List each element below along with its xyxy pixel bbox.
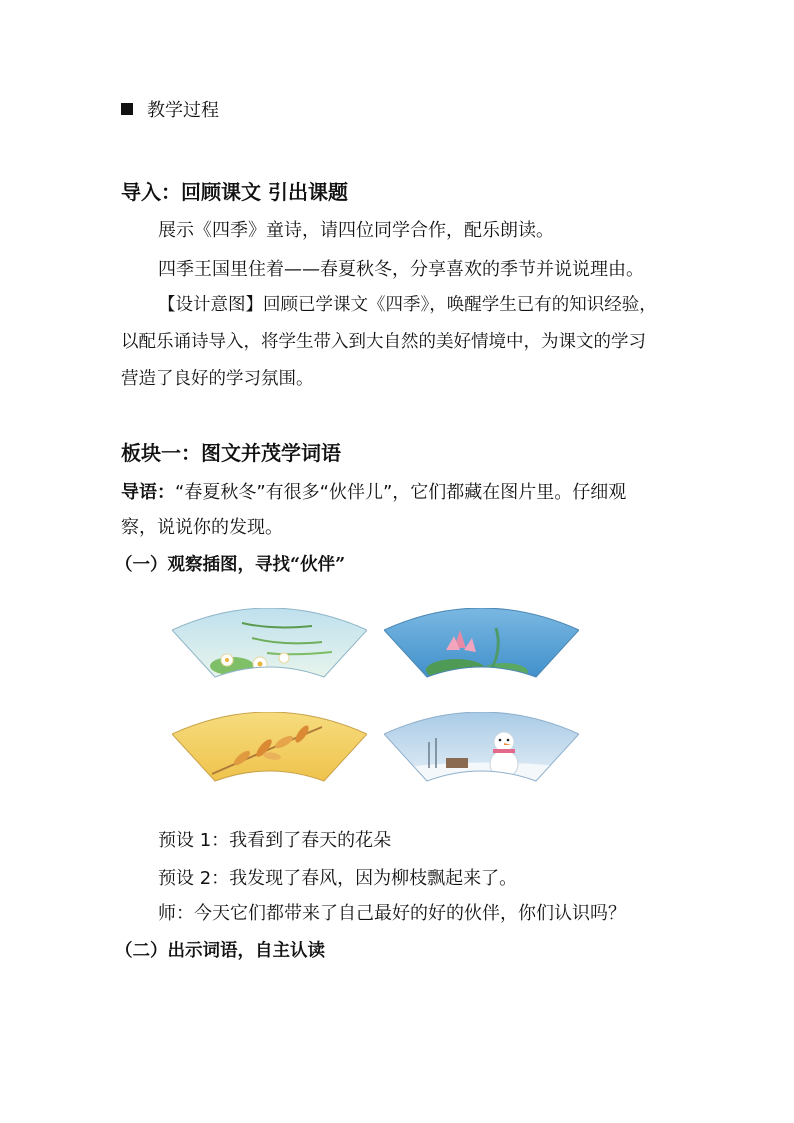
autumn-fan-illustration <box>172 712 367 784</box>
summer-fan-illustration <box>384 608 579 680</box>
design-intent-line-2: 以配乐诵诗导入，将学生带入到大自然的美好情境中，为课文的学习 <box>121 332 646 352</box>
preset-1: 预设 1：我看到了春天的花朵 <box>158 830 392 851</box>
guide-line-2: 察，说说你的发现。 <box>121 517 283 538</box>
guide-line-1: 导语：“春夏秋冬”有很多“伙伴儿”，它们都藏在图片里。仔细观 <box>121 482 627 503</box>
guide-label: 导语： <box>121 482 175 503</box>
subheading-observe: （一）观察插图，寻找“伙伴” <box>115 555 346 575</box>
subheading-read-words: （二）出示词语，自主认读 <box>115 941 325 961</box>
preset-2: 预设 2：我发现了春风，因为柳枝飘起来了。 <box>158 868 518 889</box>
intro-heading: 导入：回顾课文 引出课题 <box>121 180 348 204</box>
block1-heading: 板块一：图文并茂学词语 <box>121 441 341 465</box>
winter-fan-illustration <box>384 712 579 784</box>
section-heading: 教学过程 <box>121 99 219 123</box>
square-bullet-icon <box>121 103 133 115</box>
intro-paragraph-1: 展示《四季》童诗，请四位同学合作，配乐朗读。 <box>158 220 554 241</box>
spring-fan-illustration <box>172 608 367 680</box>
design-intent-line-1: 【设计意图】回顾已学课文《四季》，唤醒学生已有的知识经验， <box>158 295 657 315</box>
teacher-line: 师：今天它们都带来了自己最好的好的伙伴，你们认识吗？ <box>158 903 626 924</box>
intro-paragraph-2: 四季王国里住着——春夏秋冬，分享喜欢的季节并说说理由。 <box>158 259 644 280</box>
design-intent-line-3: 营造了良好的学习氛围。 <box>121 369 314 389</box>
